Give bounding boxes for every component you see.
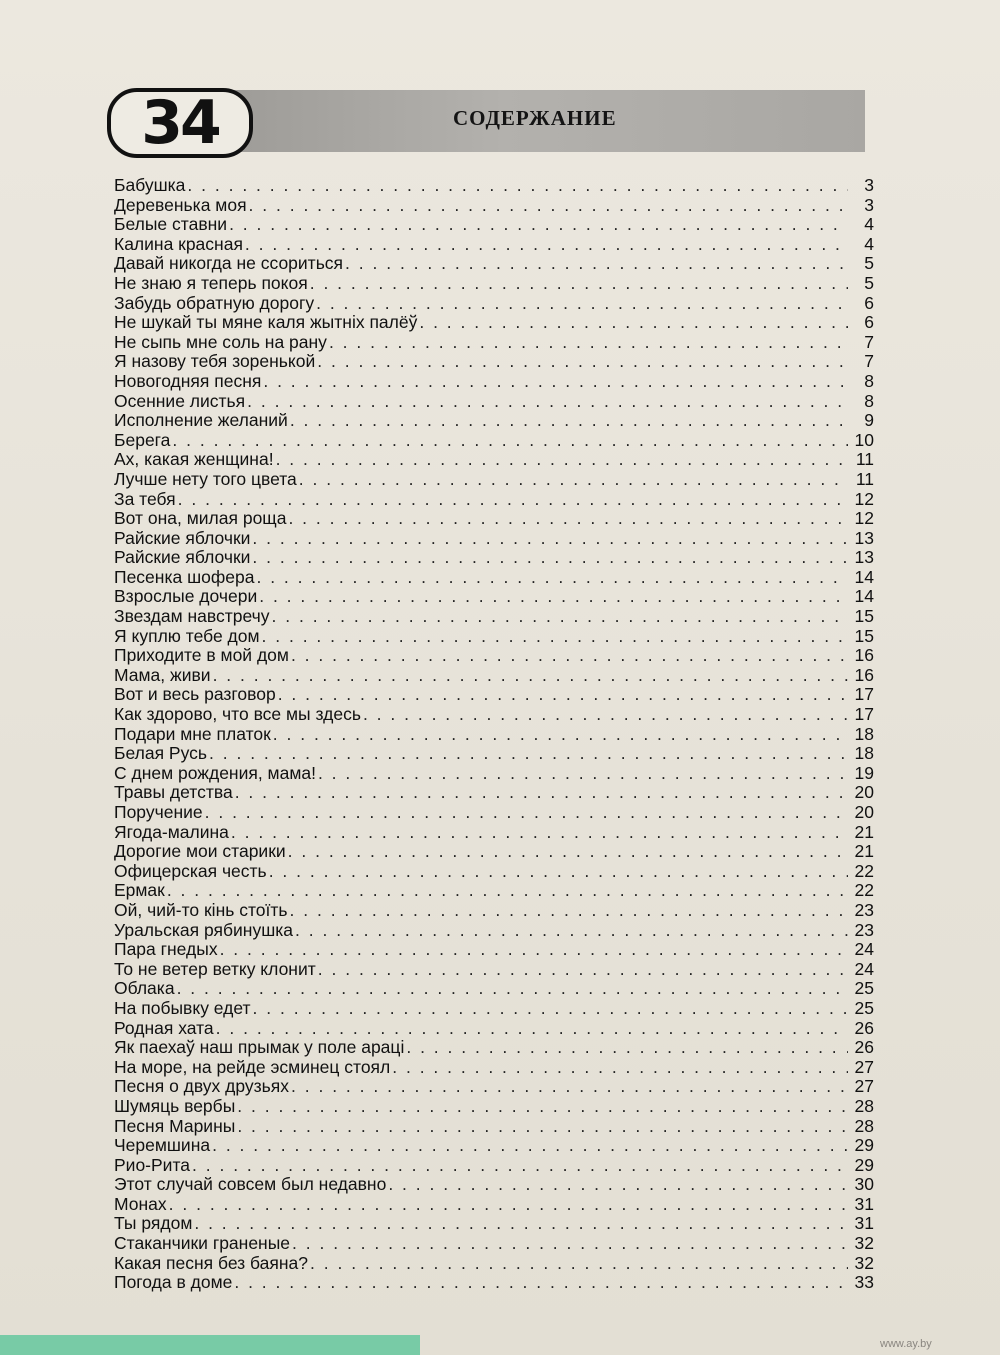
toc-entry-title: Я куплю тебе дом bbox=[114, 625, 260, 646]
toc-entry bbox=[114, 764, 874, 784]
toc-entry-page: 8 bbox=[864, 370, 874, 391]
page-title: СОДЕРЖАНИЕ bbox=[453, 106, 617, 130]
toc-dot-leader bbox=[291, 646, 848, 666]
toc-entry bbox=[114, 313, 874, 333]
toc-entry bbox=[114, 1195, 874, 1215]
toc-entry-page: 28 bbox=[854, 1115, 874, 1136]
toc-dot-leader bbox=[187, 176, 848, 196]
toc-entry bbox=[114, 490, 874, 510]
toc-entry bbox=[114, 940, 874, 960]
toc-dot-leader bbox=[231, 823, 848, 843]
toc-entry-page: 22 bbox=[854, 880, 874, 901]
toc-entry-title: То не ветер ветку клонит bbox=[114, 958, 316, 979]
toc-dot-leader bbox=[253, 999, 848, 1019]
toc-entry bbox=[114, 960, 874, 980]
toc-entry-page: 9 bbox=[864, 410, 874, 431]
toc-dot-leader bbox=[272, 607, 848, 627]
toc-entry-page: 26 bbox=[854, 1037, 874, 1058]
toc-dot-leader bbox=[290, 411, 848, 431]
toc-dot-leader bbox=[288, 842, 848, 862]
toc-entry bbox=[114, 294, 874, 314]
toc-entry bbox=[114, 254, 874, 274]
toc-entry bbox=[114, 1273, 874, 1293]
toc-entry bbox=[114, 921, 874, 941]
toc-entry bbox=[114, 783, 874, 803]
toc-dot-leader bbox=[292, 1234, 848, 1254]
watermark: www.ay.by bbox=[880, 1338, 932, 1350]
toc-entry bbox=[114, 587, 874, 607]
toc-entry bbox=[114, 450, 874, 470]
toc-dot-leader bbox=[276, 450, 848, 470]
toc-dot-leader bbox=[194, 1214, 848, 1234]
toc-entry-page: 17 bbox=[854, 704, 874, 725]
toc-entry bbox=[114, 1058, 874, 1078]
toc-entry-title: Осенние листья bbox=[114, 390, 246, 411]
toc-entry-title: Берега bbox=[114, 429, 171, 450]
toc-entry-page: 30 bbox=[854, 1174, 874, 1195]
toc-entry-page: 6 bbox=[864, 312, 874, 333]
toc-entry bbox=[114, 568, 874, 588]
toc-entry-page: 18 bbox=[854, 743, 874, 764]
toc-entry-title: Родная хата bbox=[114, 1017, 214, 1038]
toc-entry bbox=[114, 1156, 874, 1176]
toc-entry-title: Черемшина bbox=[114, 1135, 211, 1156]
toc-entry-title: Звездам навстречу bbox=[114, 606, 270, 627]
toc-dot-leader bbox=[169, 1195, 848, 1215]
toc-entry-page: 16 bbox=[854, 664, 874, 685]
toc-entry-title: Калина красная bbox=[114, 233, 243, 254]
toc-entry-title: Какая песня без баяна? bbox=[114, 1252, 309, 1273]
toc-entry bbox=[114, 1175, 874, 1195]
toc-entry-page: 19 bbox=[854, 762, 874, 783]
toc-entry-page: 28 bbox=[854, 1095, 874, 1116]
toc-dot-leader bbox=[172, 431, 848, 451]
toc-dot-leader bbox=[252, 548, 848, 568]
toc-dot-leader bbox=[388, 1175, 848, 1195]
toc-entry-title: Офицерская честь bbox=[114, 860, 267, 881]
toc-entry bbox=[114, 196, 874, 216]
toc-entry bbox=[114, 509, 874, 529]
toc-entry-page: 13 bbox=[854, 527, 874, 548]
toc-entry bbox=[114, 725, 874, 745]
toc-entry-title: Бабушка bbox=[114, 175, 186, 195]
toc-entry bbox=[114, 881, 874, 901]
toc-dot-leader bbox=[229, 215, 848, 235]
toc-entry-page: 33 bbox=[854, 1272, 874, 1293]
toc-entry-title: Песня о двух друзьях bbox=[114, 1076, 290, 1097]
toc-entry-page: 20 bbox=[854, 802, 874, 822]
toc-entry bbox=[114, 823, 874, 843]
toc-entry-page: 24 bbox=[854, 958, 874, 979]
toc-entry-title: На побывку едет bbox=[114, 997, 251, 1018]
toc-entry bbox=[114, 607, 874, 627]
toc-entry-title: Не шукай ты мяне каля жытніх палёў bbox=[114, 312, 418, 333]
toc-dot-leader bbox=[345, 254, 848, 274]
toc-entry-title: Ягода-малина bbox=[114, 821, 229, 842]
toc-dot-leader bbox=[252, 529, 848, 549]
toc-entry-title: Взрослые дочери bbox=[114, 586, 258, 607]
toc-entry bbox=[114, 901, 874, 921]
toc-dot-leader bbox=[278, 685, 848, 705]
toc-entry-page: 15 bbox=[854, 625, 874, 646]
toc-entry-title: Травы детства bbox=[114, 782, 233, 803]
toc-entry-title: Ермак bbox=[114, 880, 165, 901]
toc-entry bbox=[114, 215, 874, 235]
toc-dot-leader bbox=[317, 352, 848, 372]
toc-dot-leader bbox=[273, 725, 848, 745]
toc-entry bbox=[114, 1234, 874, 1254]
toc-entry-title: Не сыпь мне соль на рану bbox=[114, 331, 327, 352]
toc-entry bbox=[114, 372, 874, 392]
toc-dot-leader bbox=[269, 862, 848, 882]
toc-entry-title: Райские яблочки bbox=[114, 527, 251, 548]
toc-entry-page: 32 bbox=[854, 1252, 874, 1273]
toc-entry-page: 23 bbox=[854, 919, 874, 940]
toc-entry bbox=[114, 862, 874, 882]
toc-entry bbox=[114, 666, 874, 686]
toc-entry-page: 32 bbox=[854, 1233, 874, 1254]
toc-entry-title: Новогодняя песня bbox=[114, 370, 262, 391]
toc-entry-page: 12 bbox=[854, 488, 874, 509]
toc-entry bbox=[114, 529, 874, 549]
toc-entry-title: Ах, какая женщина! bbox=[114, 449, 274, 470]
toc-dot-leader bbox=[291, 1077, 848, 1097]
toc-entry-page: 29 bbox=[854, 1154, 874, 1175]
toc-entry-title: Белые ставни bbox=[114, 214, 228, 235]
toc-entry bbox=[114, 705, 874, 725]
toc-entry bbox=[114, 803, 874, 823]
toc-dot-leader bbox=[212, 1136, 848, 1156]
toc-entry bbox=[114, 842, 874, 862]
toc-entry-title: Як паехаў наш прымак у поле араці bbox=[114, 1037, 405, 1058]
toc-dot-leader bbox=[247, 392, 848, 412]
toc-entry bbox=[114, 979, 874, 999]
toc-dot-leader bbox=[406, 1038, 848, 1058]
toc-entry-title: Уральская рябинушка bbox=[114, 919, 294, 940]
toc-dot-leader bbox=[177, 979, 848, 999]
toc-entry-page: 31 bbox=[854, 1213, 874, 1234]
toc-entry-page: 14 bbox=[854, 566, 874, 587]
toc-entry bbox=[114, 274, 874, 294]
toc-entry bbox=[114, 1254, 874, 1274]
toc-dot-leader bbox=[295, 921, 848, 941]
page-number-badge bbox=[107, 88, 253, 158]
toc-entry-title: Ой, чий-то кінь стоїть bbox=[114, 899, 288, 920]
toc-entry-title: Этот случай совсем был недавно bbox=[114, 1174, 387, 1195]
toc-entry-page: 21 bbox=[854, 821, 874, 842]
page-header bbox=[107, 88, 865, 160]
toc-dot-leader bbox=[209, 744, 848, 764]
page-number: 34 bbox=[141, 88, 219, 158]
toc-entry-title: Деревенька моя bbox=[114, 194, 247, 215]
toc-entry-page: 4 bbox=[864, 233, 874, 254]
toc-entry-title: Давай никогда не ссориться bbox=[114, 253, 344, 274]
toc-entry-page: 23 bbox=[854, 899, 874, 920]
toc-entry-title: Исполнение желаний bbox=[114, 410, 288, 431]
toc-dot-leader bbox=[234, 1273, 848, 1293]
toc-entry-title: Поручение bbox=[114, 802, 203, 822]
toc-entry-page: 16 bbox=[854, 645, 874, 666]
toc-entry-page: 5 bbox=[864, 253, 874, 274]
toc-entry-title: Песенка шофера bbox=[114, 566, 255, 587]
toc-entry-page: 26 bbox=[854, 1017, 874, 1038]
toc-dot-leader bbox=[192, 1156, 848, 1176]
toc-dot-leader bbox=[216, 1019, 848, 1039]
toc-entry-page: 20 bbox=[854, 782, 874, 803]
toc-entry-page: 17 bbox=[854, 684, 874, 705]
toc-entry-title: Дорогие мои старики bbox=[114, 841, 286, 862]
toc-entry bbox=[114, 646, 874, 666]
toc-dot-leader bbox=[245, 235, 848, 255]
toc-dot-leader bbox=[299, 470, 848, 490]
toc-entry-page: 10 bbox=[854, 429, 874, 450]
toc-entry-title: Рио-Рита bbox=[114, 1154, 191, 1175]
toc-dot-leader bbox=[205, 803, 848, 823]
toc-dot-leader bbox=[329, 333, 848, 353]
toc-entry-title: Забудь обратную дорогу bbox=[114, 292, 315, 313]
toc-entry bbox=[114, 411, 874, 431]
toc-entry-title: Вот и весь разговор bbox=[114, 684, 276, 705]
toc-entry-title: Шумяць вербы bbox=[114, 1095, 236, 1116]
toc-entry bbox=[114, 1038, 874, 1058]
toc-dot-leader bbox=[392, 1058, 848, 1078]
toc-dot-leader bbox=[318, 764, 848, 784]
toc-entry-title: С днем рождения, мама! bbox=[114, 762, 316, 783]
toc-entry bbox=[114, 431, 874, 451]
toc-dot-leader bbox=[237, 1097, 848, 1117]
toc-entry-page: 21 bbox=[854, 841, 874, 862]
toc-entry-page: 15 bbox=[854, 606, 874, 627]
toc-entry-title: Лучше нету того цвета bbox=[114, 468, 297, 489]
toc-entry bbox=[114, 548, 874, 568]
toc-entry-page: 22 bbox=[854, 860, 874, 881]
toc-entry-page: 27 bbox=[854, 1076, 874, 1097]
toc-entry bbox=[114, 235, 874, 255]
toc-dot-leader bbox=[220, 940, 848, 960]
toc-entry bbox=[114, 1097, 874, 1117]
toc-dot-leader bbox=[318, 960, 848, 980]
toc-entry-title: Стаканчики граненые bbox=[114, 1233, 291, 1254]
toc-dot-leader bbox=[310, 1254, 848, 1274]
toc-entry-page: 11 bbox=[855, 449, 874, 470]
toc-entry-page: 5 bbox=[864, 272, 874, 293]
toc-dot-leader bbox=[419, 313, 848, 333]
toc-entry-page: 25 bbox=[854, 978, 874, 999]
toc-entry-title: Монах bbox=[114, 1193, 167, 1214]
toc-entry-page: 18 bbox=[854, 723, 874, 744]
toc-entry-page: 29 bbox=[854, 1135, 874, 1156]
toc-dot-leader bbox=[167, 881, 848, 901]
toc-entry bbox=[114, 1077, 874, 1097]
toc-entry bbox=[114, 333, 874, 353]
toc-dot-leader bbox=[249, 196, 848, 216]
toc-entry-title: Вот она, милая роща bbox=[114, 508, 287, 529]
table-of-contents bbox=[114, 176, 874, 1293]
toc-entry-title: Облака bbox=[114, 978, 175, 999]
toc-entry bbox=[114, 1214, 874, 1234]
toc-dot-leader bbox=[288, 509, 848, 529]
toc-entry-title: За тебя bbox=[114, 488, 176, 509]
toc-dot-leader bbox=[259, 587, 848, 607]
toc-entry bbox=[114, 1117, 874, 1137]
toc-dot-leader bbox=[290, 901, 848, 921]
toc-dot-leader bbox=[213, 666, 848, 686]
toc-dot-leader bbox=[237, 1117, 848, 1137]
toc-dot-leader bbox=[262, 627, 848, 647]
toc-entry bbox=[114, 392, 874, 412]
toc-dot-leader bbox=[263, 372, 848, 392]
toc-entry-page: 4 bbox=[864, 214, 874, 235]
toc-dot-leader bbox=[310, 274, 848, 294]
toc-entry-title: Я назову тебя зоренькой bbox=[114, 351, 316, 372]
cover-edge bbox=[0, 1335, 420, 1355]
toc-entry-title: Погода в доме bbox=[114, 1272, 233, 1293]
toc-dot-leader bbox=[316, 294, 848, 314]
toc-entry-page: 12 bbox=[854, 508, 874, 529]
toc-entry bbox=[114, 999, 874, 1019]
toc-entry-title: Ты рядом bbox=[114, 1213, 193, 1234]
toc-entry-page: 31 bbox=[854, 1193, 874, 1214]
toc-dot-leader bbox=[363, 705, 848, 725]
toc-entry bbox=[114, 744, 874, 764]
toc-entry-title: Песня Марины bbox=[114, 1115, 236, 1136]
toc-entry-page: 7 bbox=[864, 351, 874, 372]
toc-entry bbox=[114, 627, 874, 647]
toc-entry-title: Подари мне платок bbox=[114, 723, 271, 744]
toc-entry-title: Пара гнедых bbox=[114, 939, 218, 960]
toc-entry-page: 3 bbox=[864, 194, 874, 215]
toc-dot-leader bbox=[256, 568, 848, 588]
toc-entry bbox=[114, 176, 874, 196]
toc-entry-page: 6 bbox=[864, 292, 874, 313]
toc-entry-title: На море, на рейде эсминец стоял bbox=[114, 1056, 391, 1077]
toc-entry-title: Райские яблочки bbox=[114, 547, 251, 568]
toc-entry bbox=[114, 470, 874, 490]
toc-entry-title: Приходите в мой дом bbox=[114, 645, 289, 666]
toc-entry-title: Не знаю я теперь покоя bbox=[114, 272, 308, 293]
toc-entry-page: 7 bbox=[864, 331, 874, 352]
toc-entry bbox=[114, 685, 874, 705]
toc-entry-title: Белая Русь bbox=[114, 743, 208, 764]
toc-entry-title: Мама, живи bbox=[114, 664, 211, 685]
toc-entry-page: 3 bbox=[864, 175, 874, 195]
toc-entry-page: 13 bbox=[854, 547, 874, 568]
toc-entry-page: 27 bbox=[854, 1056, 874, 1077]
toc-entry-page: 14 bbox=[854, 586, 874, 607]
toc-entry bbox=[114, 1019, 874, 1039]
toc-entry bbox=[114, 352, 874, 372]
toc-entry-page: 11 bbox=[855, 468, 874, 489]
toc-dot-leader bbox=[178, 490, 848, 510]
toc-entry-page: 8 bbox=[864, 390, 874, 411]
toc-entry-page: 25 bbox=[854, 997, 874, 1018]
toc-entry-title: Как здорово, что все мы здесь bbox=[114, 704, 361, 725]
toc-entry bbox=[114, 1136, 874, 1156]
toc-dot-leader bbox=[235, 783, 848, 803]
toc-entry-page: 24 bbox=[854, 939, 874, 960]
